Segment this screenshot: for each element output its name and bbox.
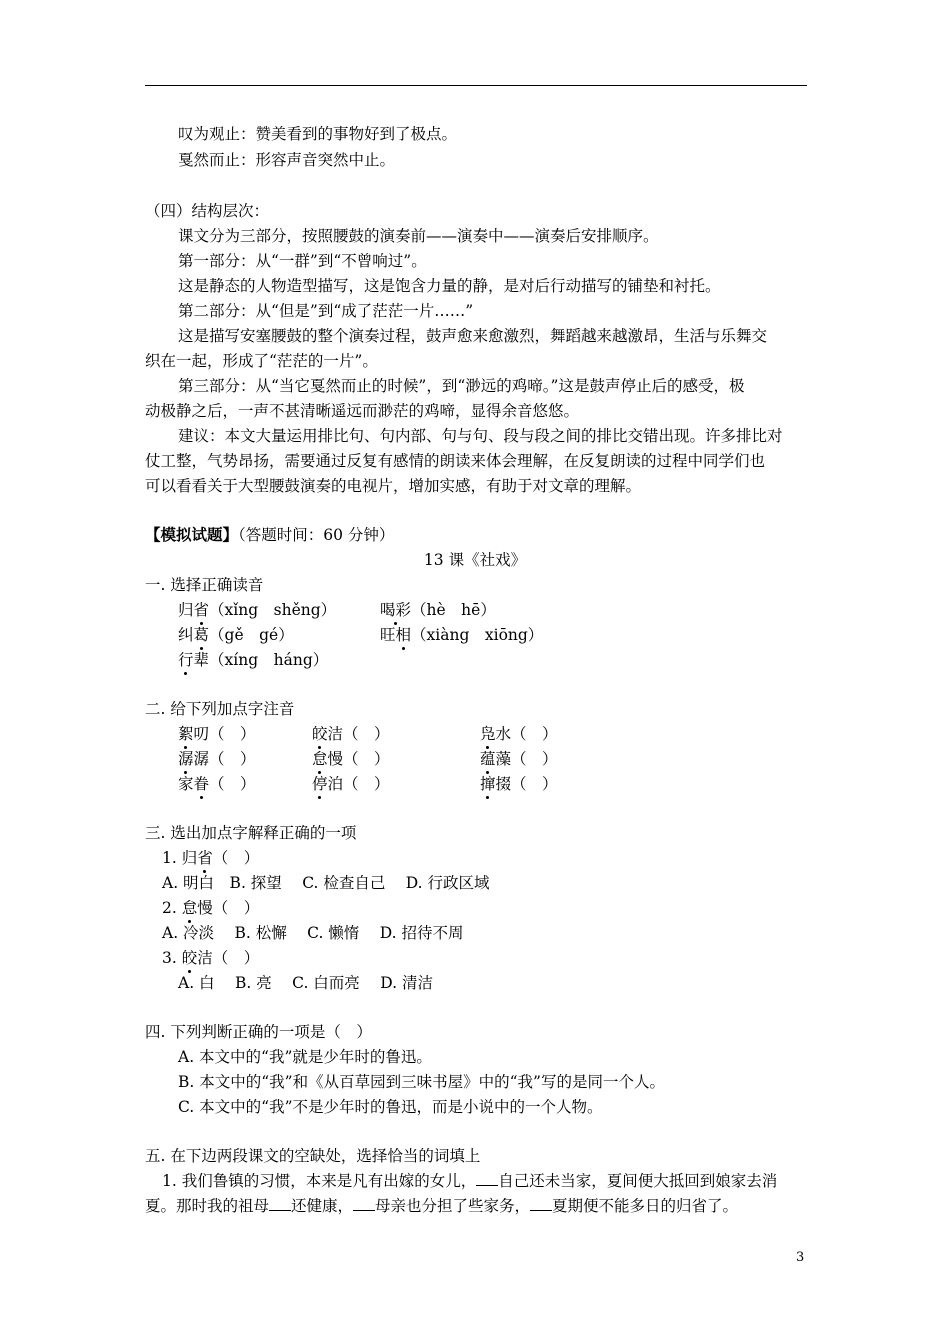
paragraph-line: 可以看看关于大型腰鼓演奏的电视片，增加实感，有助于对文章的理解。 [145, 477, 642, 495]
answer-options: A. 白 B. 亮 C. 白而亮 D. 清洁 [178, 974, 433, 992]
phonetic-item: 皎洁（ ） [312, 725, 390, 743]
pinyin-item: 行辈（xíng háng） [178, 651, 329, 669]
question-heading: 三. 选出加点字解释正确的一项 [145, 824, 357, 842]
pinyin-item: 纠葛（gě gé） [178, 626, 294, 644]
page-number: 3 [796, 1250, 805, 1265]
question-heading: 二. 给下列加点字注音 [145, 700, 295, 718]
paragraph-line: 第一部分：从“一群”到“不曾响过”。 [178, 252, 427, 270]
header-rule [145, 85, 807, 86]
pinyin-item: 归省（xǐng shěng） [178, 601, 337, 619]
phonetic-item: 潺潺（ ） [178, 750, 256, 768]
phonetic-item: 凫水（ ） [480, 725, 558, 743]
paragraph-line: 织在一起，形成了“茫茫的一片”。 [145, 352, 378, 370]
fill-in-line: 夏。那时我的祖母 还健康， 母亲也分担了些家务， 夏期便不能多日的归省了。 [145, 1197, 739, 1215]
paragraph-line: 建议：本文大量运用排比句、句内部、句与句、段与段之间的排比交错出现。许多排比对 [178, 427, 783, 445]
question-heading: 五. 在下边两段课文的空缺处，选择恰当的词填上 [145, 1147, 481, 1165]
answer-option: A. 本文中的“我”就是少年时的鲁迅。 [178, 1048, 432, 1066]
phonetic-item: 停泊（ ） [312, 775, 390, 793]
paragraph-line: 这是静态的人物造型描写，这是饱含力量的静，是对后行动描写的铺垫和衬托。 [178, 277, 721, 295]
paragraph-line: 课文分为三部分，按照腰鼓的演奏前——演奏中——演奏后安排顺序。 [178, 227, 659, 245]
answer-option: C. 本文中的“我”不是少年时的鲁迅，而是小说中的一个人物。 [178, 1098, 603, 1116]
question-item: 2. 怠慢（ ） [162, 899, 260, 917]
question-item: 3. 皎洁（ ） [162, 949, 260, 967]
paragraph-line: 第三部分：从“当它戛然而止的时候”，到“渺远的鸡啼。”这是鼓声停止后的感受，极 [178, 377, 745, 395]
answer-options: A. 冷淡 B. 松懈 C. 懒惰 D. 招待不周 [162, 924, 464, 942]
phonetic-item: 蕴藻（ ） [480, 750, 558, 768]
answer-option: B. 本文中的“我”和《从百草园到三味书屋》中的“我”写的是同一个人。 [178, 1073, 665, 1091]
question-heading: 一. 选择正确读音 [145, 576, 264, 594]
phonetic-item: 家眷（ ） [178, 775, 256, 793]
section-heading: （四）结构层次： [145, 202, 270, 220]
question-heading: 四. 下列判断正确的一项是（ ） [145, 1023, 372, 1041]
paragraph-line: 第二部分：从“但是”到“成了茫茫一片……” [178, 302, 474, 320]
question-item: 1. 归省（ ） [162, 849, 260, 867]
phonetic-item: 撺掇（ ） [480, 775, 558, 793]
lesson-title: 13 课《社戏》 [423, 551, 527, 569]
quiz-time: （答题时间：60 分钟） [238, 526, 395, 544]
phonetic-item: 絮叨（ ） [178, 725, 256, 743]
paragraph-line: 动极静之后，一声不甚清晰遥远而渺茫的鸡啼，显得余音悠悠。 [145, 402, 580, 420]
fill-in-line: 1. 我们鲁镇的习惯，本来是凡有出嫁的女儿， 自己还未当家，夏间便大抵回到娘家去消 [162, 1172, 778, 1190]
paragraph-line: 仗工整，气势昂扬，需要通过反复有感情的朗读来体会理解，在反复朗读的过程中同学们也 [145, 452, 766, 470]
answer-blank[interactable] [476, 1171, 498, 1186]
phonetic-item: 怠慢（ ） [312, 750, 390, 768]
pinyin-item: 喝彩（hè hē） [380, 601, 496, 619]
paragraph-line: 这是描写安塞腰鼓的整个演奏过程，鼓声愈来愈激烈，舞蹈越来越激昂，生活与乐舞交 [178, 327, 768, 345]
answer-options: A. 明白 B. 探望 C. 检查自己 D. 行政区域 [162, 874, 490, 892]
glossary-line: 叹为观止：赞美看到的事物好到了极点。 [178, 125, 458, 143]
pinyin-item: 旺相（xiàng xiōng） [380, 626, 544, 644]
quiz-title: 【模拟试题】 [145, 525, 239, 544]
glossary-line: 戛然而止：形容声音突然中止。 [178, 151, 396, 169]
answer-blank[interactable] [353, 1196, 375, 1211]
answer-blank[interactable] [530, 1196, 552, 1211]
quiz-header [145, 525, 394, 545]
answer-blank[interactable] [269, 1196, 291, 1211]
